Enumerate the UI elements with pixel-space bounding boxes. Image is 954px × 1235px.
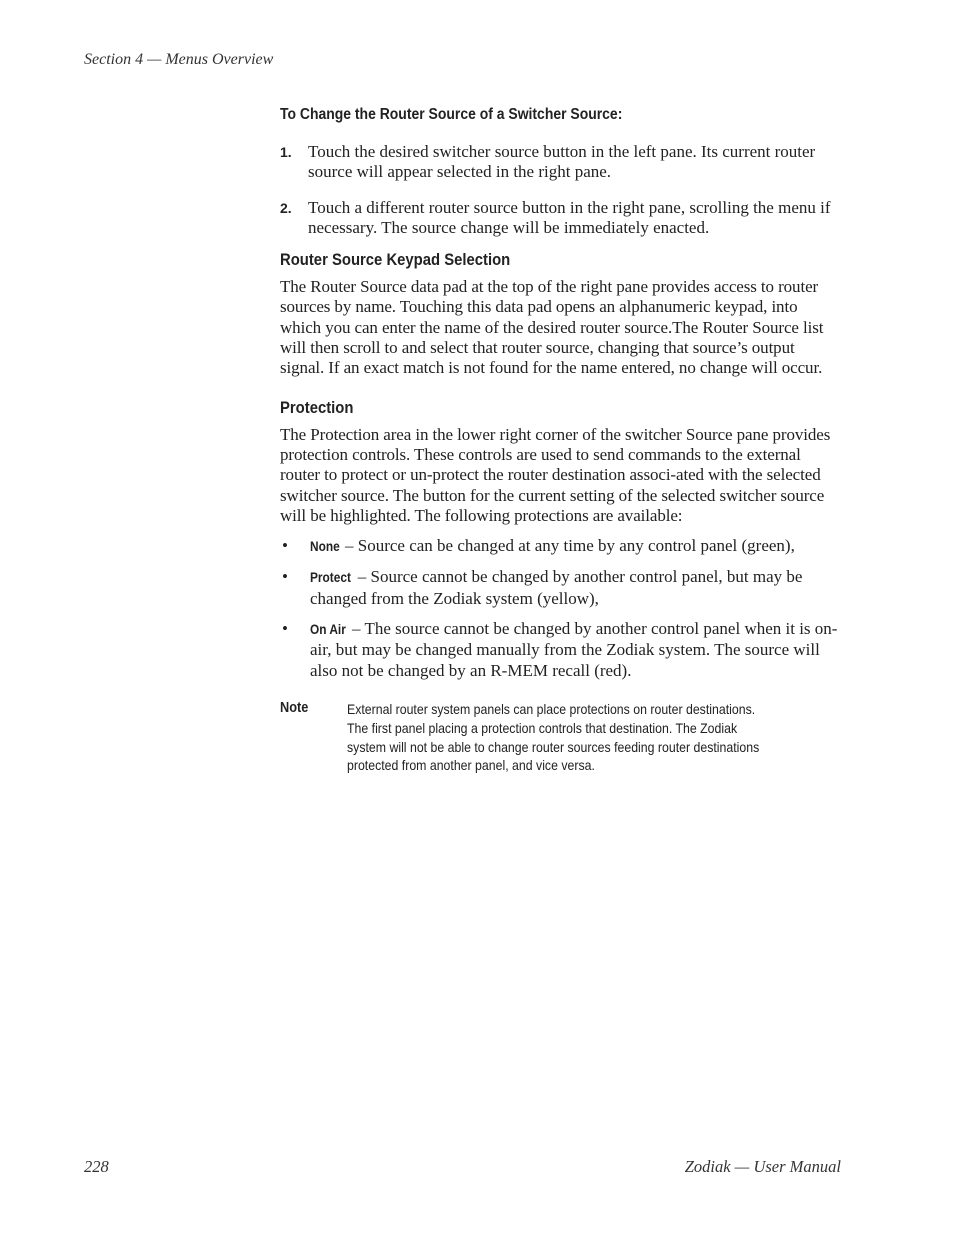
- note-text: [347, 700, 783, 775]
- note-block: [280, 700, 842, 775]
- list-item: [280, 619, 842, 681]
- list-item: [280, 536, 842, 557]
- step-text: Touch the desired switcher source button in the left pane. Its current router source will appear selected in the right pane.: [308, 142, 816, 182]
- note-line: protected from another panel, and vice versa.: [347, 757, 595, 774]
- bullet-text: – The source cannot be changed by another control panel when it is on-air, but may be changed manually from the Zodiak system. The source will also not be changed by an R-MEM recall (red).: [310, 619, 838, 680]
- keypad-section-title: Router Source Keypad Selection: [280, 251, 511, 270]
- note-line: The first panel placing a protection controls that destination. The Zodiak: [347, 719, 738, 736]
- running-head: Section 4 — Menus Overview: [84, 51, 274, 68]
- step-text: Touch a different router source button in the right pane, scrolling the menu if necessary. The source change will be immediately enacted.: [308, 197, 831, 237]
- keypad-section-body: The Router Source data pad at the top of the right pane provides access to router sources by name. Touching this data pad opens an alphanumeric keypad, into which you can enter the name of the desired router source.The Router Source list will then scroll to and select that router source, changing that source’s output signal. If an exact match is not found for the name entered, no change will occur.: [280, 277, 824, 378]
- procedure-title: To Change the Router Source of a Switcher Source:: [280, 106, 623, 123]
- procedure-step: [280, 198, 842, 239]
- bullet-mark: •: [282, 536, 288, 556]
- protection-list: [280, 536, 842, 681]
- bullet-term: None: [310, 539, 340, 555]
- bullet-mark: •: [282, 567, 288, 587]
- protection-section-title: Protection: [280, 398, 354, 417]
- step-number: 1.: [280, 144, 292, 160]
- step-number: 2.: [280, 199, 292, 216]
- note-line: External router system panels can place protections on router destinations.: [347, 700, 756, 717]
- note-label: Note: [280, 699, 309, 716]
- bullet-text: – Source cannot be changed by another control panel, but may be changed from the Zodiak system (yellow),: [310, 567, 803, 608]
- protection-section-body: The Protection area in the lower right corner of the switcher Source pane provides protection controls. These controls are used to send commands to the external router to protect or un-protect the router destination associ-ated with the selected switcher source. The button for the current setting of the selected switcher source will be highlighted. The following protections are available:: [280, 424, 831, 525]
- manual-title: Zodiak — User Manual: [684, 1157, 841, 1176]
- bullet-term: On Air: [310, 622, 346, 638]
- bullet-mark: •: [282, 619, 288, 639]
- bullet-text: – Source can be changed at any time by any control panel (green),: [340, 536, 795, 556]
- page-number: 228: [84, 1157, 109, 1176]
- page-content: [280, 106, 842, 775]
- procedure-step: [280, 142, 842, 183]
- bullet-term: Protect: [310, 570, 351, 586]
- list-item: [280, 567, 842, 609]
- note-line: system will not be able to change router sources feeding router destinations: [347, 738, 760, 755]
